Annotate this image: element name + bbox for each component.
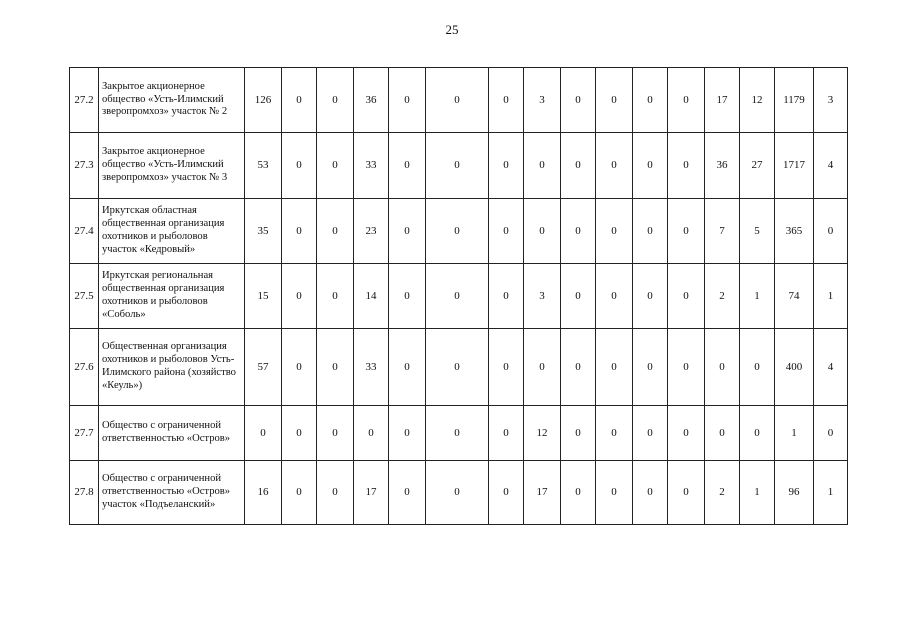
value-cell: 0 <box>633 68 668 133</box>
data-table <box>69 67 848 525</box>
value-cell: 4 <box>814 329 848 406</box>
organization-name-cell: Иркутская областная общественная организация охотников и рыболовов участок «Кедровый» <box>99 199 245 264</box>
value-cell: 0 <box>740 329 775 406</box>
value-cell: 0 <box>668 133 705 199</box>
value-cell: 0 <box>561 264 596 329</box>
table-row <box>70 199 848 264</box>
value-cell: 0 <box>389 406 426 461</box>
value-cell: 0 <box>389 461 426 525</box>
value-cell: 0 <box>596 199 633 264</box>
value-cell: 14 <box>354 264 389 329</box>
value-cell: 4 <box>814 133 848 199</box>
value-cell: 0 <box>389 133 426 199</box>
value-cell: 0 <box>354 406 389 461</box>
value-cell: 0 <box>489 133 524 199</box>
value-cell: 0 <box>596 264 633 329</box>
value-cell: 126 <box>245 68 282 133</box>
value-cell: 0 <box>317 133 354 199</box>
value-cell: 0 <box>317 264 354 329</box>
organization-name-cell: Общество с ограниченной ответственностью «Остров» участок «Подъеланский» <box>99 461 245 525</box>
organization-name-cell: Общественная организация охотников и рыболовов Усть-Илимского района (хозяйство «Кеуль») <box>99 329 245 406</box>
value-cell: 0 <box>668 329 705 406</box>
value-cell: 0 <box>426 68 489 133</box>
row-number-cell: 27.7 <box>70 406 99 461</box>
value-cell: 0 <box>596 461 633 525</box>
value-cell: 0 <box>561 329 596 406</box>
value-cell: 0 <box>596 133 633 199</box>
value-cell: 7 <box>705 199 740 264</box>
row-number-cell: 27.5 <box>70 264 99 329</box>
value-cell: 0 <box>245 406 282 461</box>
value-cell: 12 <box>740 68 775 133</box>
value-cell: 0 <box>633 133 668 199</box>
value-cell: 5 <box>740 199 775 264</box>
value-cell: 0 <box>668 199 705 264</box>
value-cell: 0 <box>389 68 426 133</box>
value-cell: 0 <box>668 406 705 461</box>
value-cell: 0 <box>705 406 740 461</box>
table-row <box>70 461 848 525</box>
page-number: 25 <box>445 22 459 37</box>
value-cell: 17 <box>354 461 389 525</box>
value-cell: 23 <box>354 199 389 264</box>
table-row <box>70 406 848 461</box>
value-cell: 0 <box>561 461 596 525</box>
value-cell: 0 <box>633 329 668 406</box>
value-cell: 0 <box>633 406 668 461</box>
value-cell: 0 <box>389 199 426 264</box>
row-number-cell: 27.3 <box>70 133 99 199</box>
value-cell: 96 <box>775 461 814 525</box>
value-cell: 0 <box>389 329 426 406</box>
table-row <box>70 329 848 406</box>
value-cell: 1 <box>740 461 775 525</box>
organization-name-cell: Закрытое акционерное общество «Усть-Илимский зверопромхоз» участок № 3 <box>99 133 245 199</box>
row-number-cell: 27.6 <box>70 329 99 406</box>
value-cell: 16 <box>245 461 282 525</box>
value-cell: 0 <box>426 199 489 264</box>
value-cell: 0 <box>489 264 524 329</box>
value-cell: 0 <box>282 406 317 461</box>
value-cell: 1 <box>814 461 848 525</box>
value-cell: 15 <box>245 264 282 329</box>
value-cell: 0 <box>561 68 596 133</box>
value-cell: 3 <box>814 68 848 133</box>
value-cell: 0 <box>426 461 489 525</box>
value-cell: 1717 <box>775 133 814 199</box>
value-cell: 0 <box>561 133 596 199</box>
value-cell: 400 <box>775 329 814 406</box>
value-cell: 0 <box>596 329 633 406</box>
value-cell: 0 <box>596 68 633 133</box>
value-cell: 1 <box>740 264 775 329</box>
table-row <box>70 133 848 199</box>
value-cell: 0 <box>561 406 596 461</box>
value-cell: 17 <box>705 68 740 133</box>
organization-name-cell: Общество с ограниченной ответственностью «Остров» <box>99 406 245 461</box>
value-cell: 0 <box>524 133 561 199</box>
value-cell: 0 <box>282 133 317 199</box>
value-cell: 0 <box>317 461 354 525</box>
row-number-cell: 27.2 <box>70 68 99 133</box>
value-cell: 2 <box>705 264 740 329</box>
value-cell: 0 <box>814 406 848 461</box>
value-cell: 2 <box>705 461 740 525</box>
value-cell: 0 <box>668 68 705 133</box>
value-cell: 0 <box>317 68 354 133</box>
table-row <box>70 264 848 329</box>
value-cell: 0 <box>633 199 668 264</box>
value-cell: 0 <box>489 68 524 133</box>
value-cell: 0 <box>633 461 668 525</box>
value-cell: 1179 <box>775 68 814 133</box>
value-cell: 0 <box>561 199 596 264</box>
value-cell: 0 <box>596 406 633 461</box>
value-cell: 0 <box>282 329 317 406</box>
value-cell: 3 <box>524 264 561 329</box>
value-cell: 17 <box>524 461 561 525</box>
value-cell: 0 <box>489 461 524 525</box>
value-cell: 0 <box>740 406 775 461</box>
value-cell: 0 <box>668 461 705 525</box>
value-cell: 57 <box>245 329 282 406</box>
value-cell: 0 <box>705 329 740 406</box>
value-cell: 0 <box>426 264 489 329</box>
value-cell: 33 <box>354 329 389 406</box>
value-cell: 36 <box>705 133 740 199</box>
value-cell: 0 <box>524 329 561 406</box>
value-cell: 0 <box>317 329 354 406</box>
organization-name-cell: Закрытое акционерное общество «Усть-Илимский зверопромхоз» участок № 2 <box>99 68 245 133</box>
value-cell: 36 <box>354 68 389 133</box>
value-cell: 0 <box>282 199 317 264</box>
value-cell: 0 <box>489 329 524 406</box>
row-number-cell: 27.8 <box>70 461 99 525</box>
value-cell: 1 <box>775 406 814 461</box>
value-cell: 0 <box>814 199 848 264</box>
value-cell: 74 <box>775 264 814 329</box>
table-body <box>70 68 848 525</box>
value-cell: 0 <box>489 199 524 264</box>
value-cell: 53 <box>245 133 282 199</box>
value-cell: 12 <box>524 406 561 461</box>
value-cell: 365 <box>775 199 814 264</box>
table-row <box>70 68 848 133</box>
value-cell: 0 <box>317 406 354 461</box>
organization-name-cell: Иркутская региональная общественная организация охотников и рыболовов «Соболь» <box>99 264 245 329</box>
value-cell: 0 <box>489 406 524 461</box>
value-cell: 0 <box>282 461 317 525</box>
value-cell: 0 <box>426 133 489 199</box>
value-cell: 0 <box>389 264 426 329</box>
value-cell: 0 <box>317 199 354 264</box>
value-cell: 0 <box>282 68 317 133</box>
value-cell: 0 <box>524 199 561 264</box>
value-cell: 3 <box>524 68 561 133</box>
value-cell: 0 <box>282 264 317 329</box>
value-cell: 27 <box>740 133 775 199</box>
value-cell: 0 <box>426 406 489 461</box>
value-cell: 0 <box>426 329 489 406</box>
row-number-cell: 27.4 <box>70 199 99 264</box>
value-cell: 1 <box>814 264 848 329</box>
value-cell: 33 <box>354 133 389 199</box>
value-cell: 35 <box>245 199 282 264</box>
value-cell: 0 <box>633 264 668 329</box>
value-cell: 0 <box>668 264 705 329</box>
